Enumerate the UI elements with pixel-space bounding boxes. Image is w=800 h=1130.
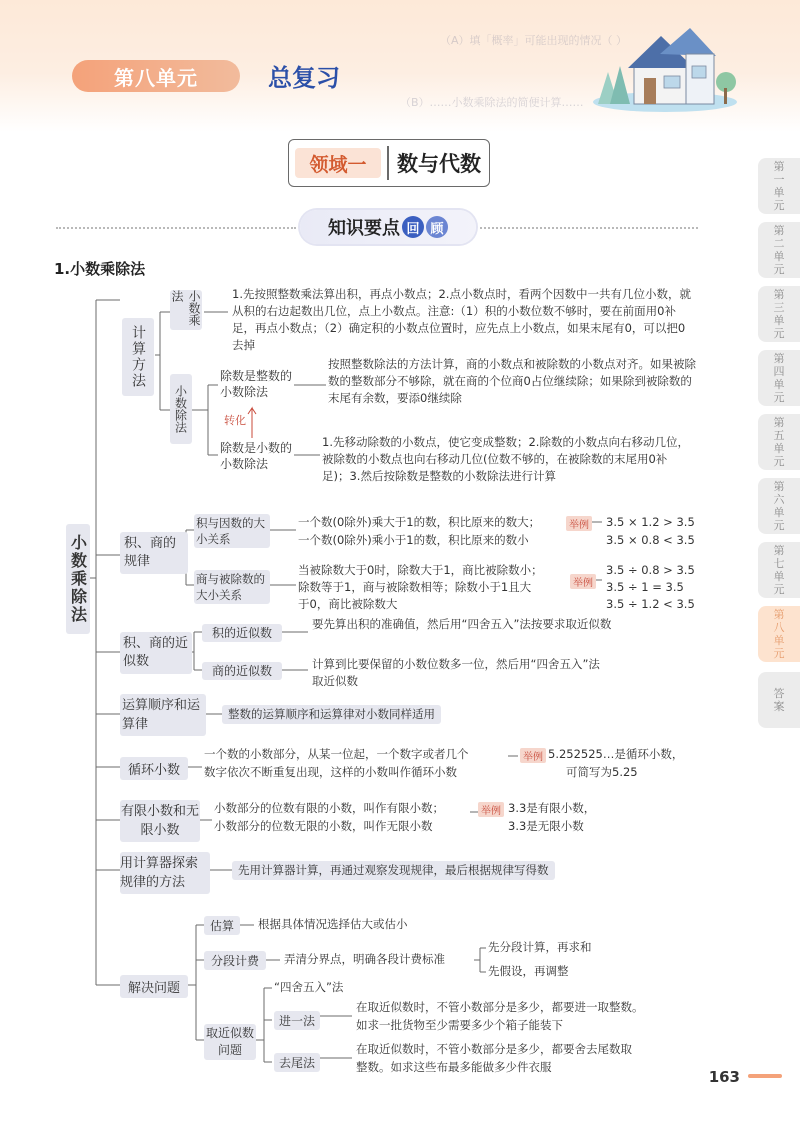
page-number: 163 (708, 1068, 740, 1086)
example-tag-quotient: 举例 (570, 574, 596, 589)
text-segmented-b: 先假设，再调整 (488, 964, 569, 978)
root-node: 小数乘除法 (66, 524, 90, 634)
side-tab-char: 单 (773, 506, 785, 519)
node-cyclic-decimal: 循环小数 (120, 757, 188, 780)
node-estimation: 估算 (204, 916, 240, 935)
text-product-rule-1: 一个数(0除外)乘大于1的数，积比原来的数大； (298, 515, 541, 529)
side-tab-char: 第 (773, 608, 785, 621)
text-quotient-rule-3: 于0，商比被除数大 (298, 597, 398, 611)
example-product-2: 3.5 × 0.8 < 3.5 (606, 533, 695, 547)
unit-label: 第八单元 (72, 60, 240, 92)
faded-header-text-a: （A）填「概率」可能出现的情况（ ） (440, 34, 628, 47)
text-cyclic-1: 一个数的小数部分，从某一位起，一个数字或者几个 (204, 747, 469, 761)
example-finite-2: 3.3是无限小数 (508, 819, 584, 833)
text-estimation: 根据具体情况选择估大或估小 (258, 917, 408, 931)
node-product-quotient-rule: 积、商的规律 (120, 532, 188, 574)
node-truncate: 去尾法 (274, 1053, 320, 1072)
side-tab-char: 单 (773, 314, 785, 327)
side-tab-char: 二 (773, 237, 785, 250)
convert-label: 转化 (224, 414, 246, 427)
node-round-up: 进一法 (274, 1011, 320, 1030)
node-segmented-billing: 分段计费 (204, 951, 266, 970)
node-decimal-multiplication: 小数乘法 (170, 290, 202, 330)
side-tab-char: 第 (773, 480, 785, 493)
side-tab-char: 元 (773, 327, 785, 340)
side-tab-char: 元 (773, 199, 785, 212)
node-product-approx: 积的近似数 (202, 624, 282, 642)
side-tab-char: 单 (773, 442, 785, 455)
node-calculator-method: 用计算器探索规律的方法 (120, 852, 210, 894)
side-tab-char: 答 (773, 687, 785, 700)
side-tab-char: 第 (773, 352, 785, 365)
side-tab-char: 元 (773, 263, 785, 276)
example-quotient-1: 3.5 ÷ 0.8 > 3.5 (606, 563, 695, 577)
text-decimal-multiplication: 1.先按照整数乘法算出积，再点小数点；2.点小数点时，看两个因数中一共有几位小数，就从积的右边起数出几位，点上小数点。注意:（1）积的小数位数不够时，要在前面用0补足，再点小数点；（2）确定积的小数点位置时，应先点上小数点，如果末尾有0，可以把0去掉 (232, 287, 691, 352)
text-finite-1: 小数部分的位数有限的小数，叫作有限小数； (214, 801, 444, 815)
text-operation-order: 整数的运算顺序和运算律对小数同样适用 (222, 705, 441, 724)
domain-tag: 领域一 (295, 148, 381, 178)
unit-title: 总复习 (268, 64, 340, 92)
side-tab-char: 七 (773, 557, 785, 570)
side-tab-char: 元 (773, 647, 785, 660)
side-tab-char: 四 (773, 365, 785, 378)
side-tab-char: 五 (773, 429, 785, 442)
node-quotient-approx: 商的近似数 (202, 662, 282, 680)
side-tab-char: 单 (773, 378, 785, 391)
text-round-up-1: 在取近似数时，不管小数部分是多少，都要进一取整数。 (356, 1000, 644, 1014)
side-tab-char: 单 (773, 570, 785, 583)
text-segmented-a: 先分段计算，再求和 (488, 940, 592, 954)
text-truncate-1: 在取近似数时，不管小数部分是多少，都要舍去尾数取 (356, 1042, 632, 1056)
node-decimal-division: 小数除法 (170, 374, 192, 444)
knowledge-badge-a: 回 (402, 216, 424, 238)
text-rounding-method: “四舍五入”法 (274, 980, 344, 994)
side-tab-char: 元 (773, 391, 785, 404)
text-quotient-rule-1: 当被除数大于0时，除数大于1，商比被除数小； (298, 563, 543, 577)
domain-name: 数与代数 (397, 152, 481, 176)
node-calc-method: 计算方法 (122, 318, 154, 396)
node-approx-problem: 取近似数问题 (204, 1024, 256, 1060)
text-finite-2: 小数部分的位数无限的小数，叫作无限小数 (214, 819, 433, 833)
example-tag-cyclic: 举例 (520, 748, 546, 763)
side-tab-char: 第 (773, 544, 785, 557)
example-cyclic-1: 5.252525…是循环小数， (548, 747, 684, 761)
knowledge-badge-b: 顾 (426, 216, 448, 238)
page-number-accent (748, 1074, 782, 1078)
side-tab-char: 一 (773, 173, 785, 186)
side-tab-char: 案 (773, 700, 785, 713)
faded-header-text-b: （B）……小数乘除法的简便计算…… (400, 96, 584, 109)
node-quotient-dividend-relation: 商与被除数的大小关系 (194, 570, 270, 604)
text-cyclic-2: 数字依次不断重复出现，这样的小数叫作循环小数 (204, 765, 457, 779)
node-divisor-integer: 除数是整数的小数除法 (220, 369, 293, 399)
example-tag-finite: 举例 (478, 802, 504, 817)
node-approximation: 积、商的近似数 (120, 632, 192, 674)
text-product-approx: 要先算出积的准确值，然后用“四舍五入”法按要求取近似数 (312, 617, 612, 631)
text-round-up-2: 如求一批货物至少需要多少个箱子能装下 (356, 1018, 563, 1032)
text-calculator-method: 先用计算器计算，再通过观察发现规律，最后根据规律写得数 (232, 861, 555, 880)
side-tab-char: 八 (773, 621, 785, 634)
side-tab-char: 六 (773, 493, 785, 506)
side-tab-char: 第 (773, 416, 785, 429)
text-divisor-decimal: 1.先移动除数的小数点，使它变成整数；2.除数的小数点向右移动几位，被除数的小数点也向右移动几位(位数不够的，在被除数的末尾用0补足)；3.然后按除数是整数的小数除法进行计算 (322, 435, 689, 483)
side-tab-char: 单 (773, 250, 785, 263)
example-quotient-3: 3.5 ÷ 1.2 < 3.5 (606, 597, 695, 611)
node-divisor-decimal: 除数是小数的小数除法 (220, 441, 293, 471)
text-truncate-2: 整数。如求这些布最多能做多少件衣服 (356, 1060, 552, 1074)
text-segmented-billing: 弄清分界点，明确各段计费标准 (284, 952, 445, 966)
side-tab-char: 单 (773, 186, 785, 199)
section-title: 1.小数乘除法 (54, 260, 146, 278)
example-product-1: 3.5 × 1.2 > 3.5 (606, 515, 695, 529)
example-tag-product: 举例 (566, 516, 592, 531)
example-finite-1: 3.3是有限小数， (508, 801, 596, 815)
side-tab-char: 第 (773, 288, 785, 301)
side-tab-char: 元 (773, 519, 785, 532)
node-product-factor-relation: 积与因数的大小关系 (194, 514, 270, 548)
side-tab-char: 第 (773, 160, 785, 173)
example-cyclic-2: 可简写为5.25 (566, 765, 638, 779)
node-finite-infinite: 有限小数和无限小数 (120, 800, 200, 842)
text-product-rule-2: 一个数(0除外)乘小于1的数，积比原来的数小 (298, 533, 529, 547)
knowledge-label: 知识要点 (328, 218, 400, 239)
side-tab-char: 第 (773, 224, 785, 237)
side-tab-char: 单 (773, 634, 785, 647)
text-quotient-approx: 计算到比要保留的小数位数多一位，然后用“四舍五入”法取近似数 (312, 657, 600, 688)
node-operation-order: 运算顺序和运算律 (120, 694, 206, 736)
side-tab-char: 三 (773, 301, 785, 314)
text-divisor-integer: 按照整数除法的方法计算，商的小数点和被除数的小数点对齐。如果被除数的整数部分不够除，就在商的个位商0占位继续除；如果除到被除数的末尾有余数，要添0继续除 (328, 357, 696, 405)
side-tab-char: 元 (773, 583, 785, 596)
side-tab-char: 元 (773, 455, 785, 468)
example-quotient-2: 3.5 ÷ 1 = 3.5 (606, 580, 684, 594)
text-quotient-rule-2: 除数等于1，商与被除数相等；除数小于1且大 (298, 580, 532, 594)
node-problem-solving: 解决问题 (120, 975, 188, 998)
